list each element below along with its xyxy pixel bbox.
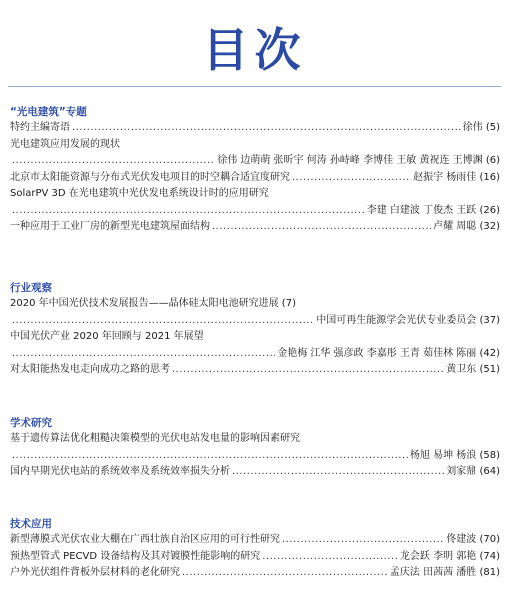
entry-authors: 卢耀 周聪	[433, 221, 477, 232]
entry-title: 一种应用于工业厂房的新型光电建筑屋面结构	[10, 221, 210, 232]
toc-section	[10, 415, 500, 481]
leader-dots	[12, 203, 365, 220]
entry-author-line	[10, 153, 500, 170]
entry-page: (64)	[479, 466, 500, 477]
entry-page: (81)	[479, 567, 500, 578]
entry-page: (5)	[485, 122, 500, 133]
entry-title-line	[10, 329, 500, 346]
entry-authors: 龙会跃 李明 郭艳	[399, 550, 477, 562]
entry-authors-page	[217, 153, 500, 170]
toc-section	[10, 104, 500, 236]
entry-page: (16)	[479, 171, 500, 183]
leader-dots	[262, 549, 398, 566]
entry-authors-page	[390, 565, 500, 582]
toc-entry[interactable]	[10, 532, 500, 549]
entry-page: (70)	[479, 534, 500, 545]
entry-title-line	[10, 137, 500, 154]
title-divider	[8, 86, 501, 87]
toc-entry[interactable]	[10, 219, 500, 236]
toc-entry[interactable]	[10, 464, 500, 481]
entry-page: (32)	[479, 221, 500, 232]
toc-entry[interactable]	[10, 565, 500, 582]
entry-title: SolarPV 3D 在光电建筑中光伏发电系统设计时的应用研究	[10, 188, 269, 199]
leader-dots	[232, 464, 444, 481]
toc-entry[interactable]	[10, 431, 500, 464]
entry-authors-page	[413, 170, 500, 187]
entry-authors: 徐伟	[462, 122, 483, 133]
leader-dots	[12, 313, 314, 330]
entry-author-line	[10, 203, 500, 220]
entry-title: 特约主编寄语	[10, 122, 70, 133]
entry-line	[10, 565, 500, 582]
entry-authors-page	[446, 532, 500, 549]
toc-entry[interactable]	[10, 120, 500, 137]
entry-title-line	[10, 296, 500, 313]
section-title: 行业观察	[10, 282, 52, 294]
entry-title-line	[10, 431, 500, 448]
leader-dots	[12, 153, 215, 170]
entry-page: (42)	[479, 347, 500, 359]
entry-title: 户外光伏组件背板外层材料的老化研究	[10, 567, 180, 578]
toc-entry[interactable]	[10, 137, 500, 170]
leader-dots	[12, 346, 275, 363]
leader-dots	[72, 120, 461, 137]
entry-authors-page	[400, 549, 500, 566]
page-title: 目次	[202, 23, 307, 77]
entry-authors: 刘家鼎	[446, 466, 477, 477]
entry-line	[10, 120, 500, 137]
entry-page: (58)	[479, 449, 500, 461]
toc-entry[interactable]	[10, 549, 500, 566]
entry-title: 北京市太阳能资源与分布式光伏发电项目的时空耦合适宜度研究	[10, 171, 290, 183]
entry-title: 光电建筑应用发展的现状	[10, 138, 120, 150]
entry-authors-page	[277, 346, 500, 363]
entry-line	[10, 219, 500, 236]
entry-line	[10, 170, 500, 187]
entry-page: (37)	[479, 314, 500, 326]
toc-entry[interactable]	[10, 296, 500, 329]
entry-authors: 徐伟 边萌萌 张昕宇 何涛 孙峙峰 李博佳 王敏 黄祝连 王博渊	[217, 155, 483, 166]
entry-line	[10, 362, 500, 379]
entry-author-line	[10, 313, 500, 330]
entry-author-line	[10, 448, 500, 465]
entry-page: (51)	[479, 364, 500, 375]
entry-authors: 李建 白建波 丁俊杰 王跃	[366, 204, 477, 216]
entry-authors-page	[316, 313, 500, 330]
entry-title: 预热型管式 PECVD 设备结构及其对镀膜性能影响的研究	[10, 550, 261, 562]
entry-title: 对太阳能热发电走向成功之路的思考	[10, 364, 170, 375]
entry-authors-page	[410, 448, 500, 465]
entry-title: 国内早期光伏电站的系统效率及系统效率损失分析	[10, 466, 230, 477]
leader-dots	[172, 362, 444, 379]
entry-line	[10, 532, 500, 549]
entry-authors: 赵振宇 杨雨佳	[413, 171, 477, 183]
toc-entry[interactable]	[10, 170, 500, 187]
entry-page: (26)	[479, 204, 500, 216]
leader-dots	[12, 448, 408, 465]
entry-title: 基于遗传算法优化粗糙决策模型的光伏电站发电量的影响因素研究	[10, 433, 300, 444]
entry-authors: 佟建波	[446, 534, 477, 545]
toc-entry[interactable]	[10, 186, 500, 219]
toc-entry[interactable]	[10, 362, 500, 379]
toc-section	[10, 516, 500, 582]
entry-author-line	[10, 346, 500, 363]
entry-authors-page	[433, 219, 500, 236]
entry-page: (74)	[479, 550, 500, 562]
section-title: “光电建筑”专题	[10, 106, 87, 118]
entry-authors-page	[463, 120, 500, 137]
toc-section	[10, 280, 500, 379]
leader-dots	[282, 532, 444, 549]
entry-page: (6)	[485, 155, 500, 166]
toc-entry[interactable]	[10, 329, 500, 362]
entry-authors-page	[446, 362, 500, 379]
leader-dots	[212, 219, 431, 236]
entry-authors: 中国可再生能源学会光伏专业委员会	[316, 314, 477, 326]
leader-dots	[292, 170, 411, 187]
section-title: 学术研究	[10, 417, 52, 429]
entry-authors: 杨旭 易坤 杨浪	[409, 449, 477, 461]
entry-line	[10, 464, 500, 481]
entry-authors: 黄卫东	[446, 364, 477, 375]
entry-title-line	[10, 186, 500, 203]
section-title: 技术应用	[10, 518, 52, 530]
entry-authors: 金艳梅 江华 强彦政 李嘉彤 王青 茹佳林 陈丽	[277, 347, 477, 359]
entry-authors-page	[446, 464, 500, 481]
entry-authors-page	[367, 203, 500, 220]
entry-title: 中国光伏产业 2020 年回顾与 2021 年展望	[10, 331, 204, 342]
leader-dots	[182, 565, 388, 582]
entry-authors: 孟庆法 田茜茜 潘胜	[389, 567, 477, 578]
entry-title: 新型薄膜式光伏农业大棚在广西壮族自治区应用的可行性研究	[10, 534, 280, 545]
entry-title: 2020 年中国光伏技术发展报告——晶体硅太阳电池研究进展 (7)	[10, 298, 296, 309]
entry-line	[10, 549, 500, 566]
